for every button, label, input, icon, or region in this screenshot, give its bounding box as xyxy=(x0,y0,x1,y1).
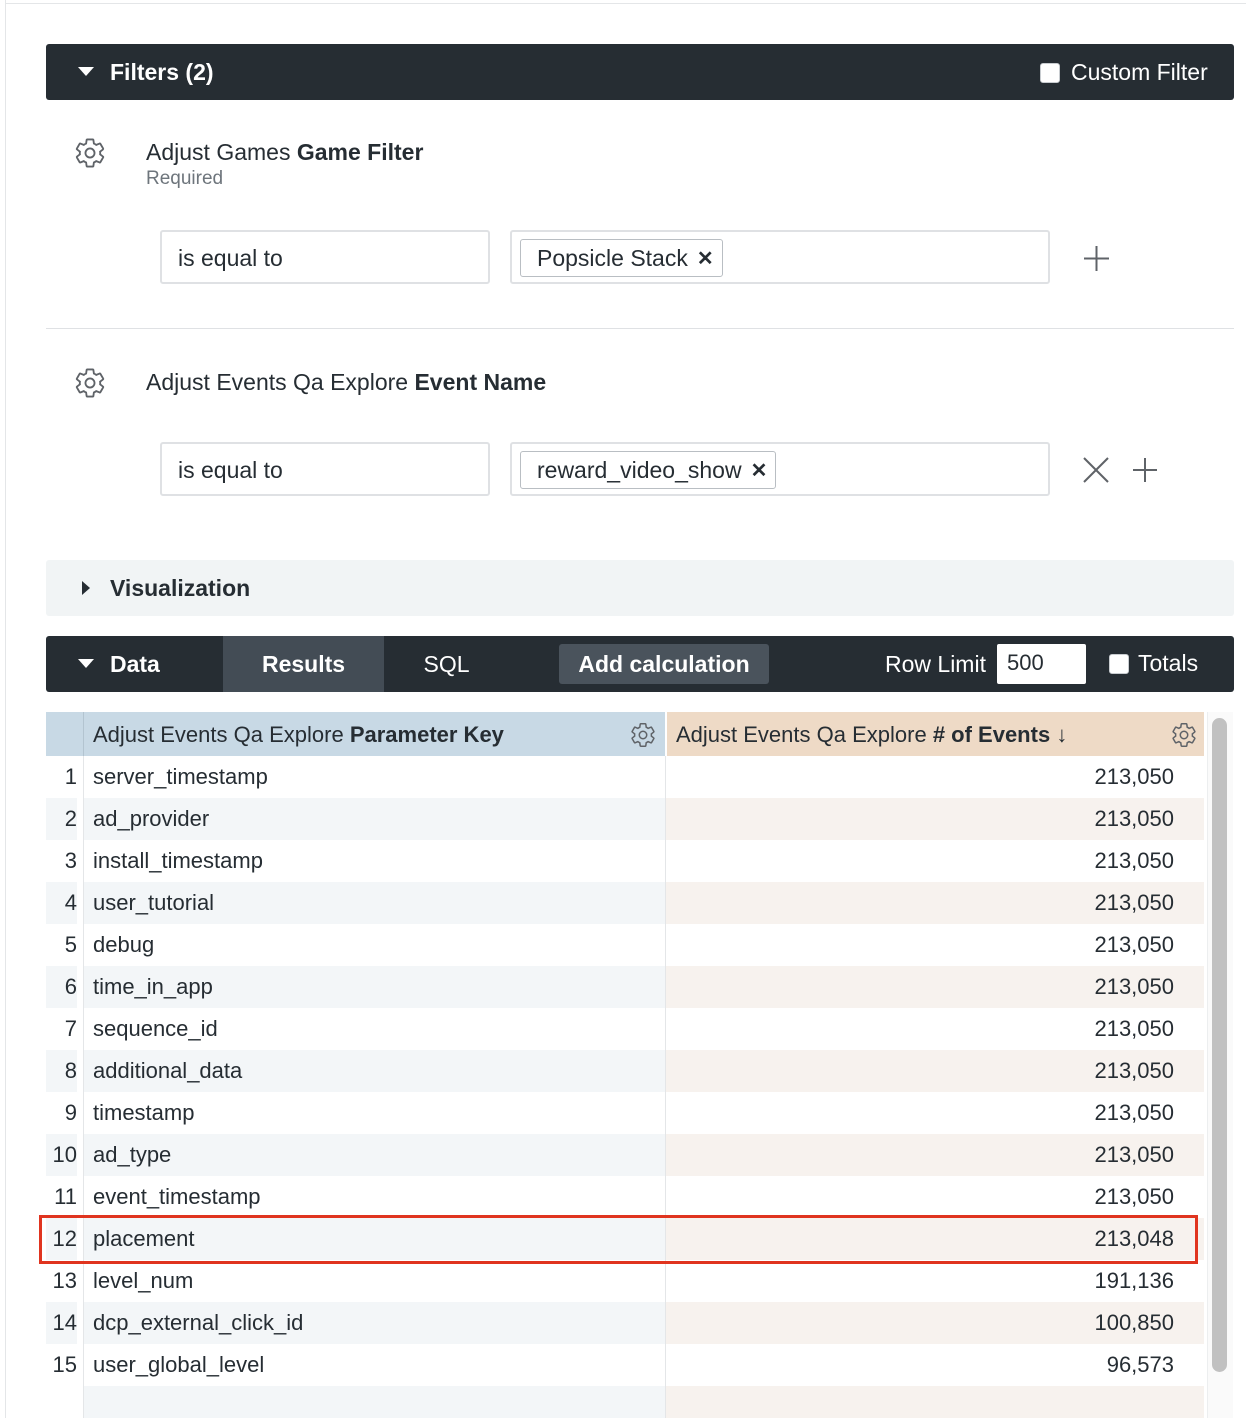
events-cell[interactable]: 213,050 xyxy=(665,756,1204,798)
filter-1-value-chip[interactable] xyxy=(520,239,723,277)
tab-results[interactable]: Results xyxy=(223,636,384,692)
page-border xyxy=(5,0,6,1418)
col-key-field: Parameter Key xyxy=(349,722,504,747)
table-row xyxy=(46,1050,1204,1092)
parameter-key-cell[interactable]: install_timestamp xyxy=(83,840,665,882)
totals-checkbox[interactable] xyxy=(1109,654,1129,674)
filter-2-value-label: reward_video_show xyxy=(537,456,742,483)
row-number: 10 xyxy=(46,1134,77,1176)
col-key-view: Adjust Events Qa Explore xyxy=(93,722,344,747)
parameter-key-cell[interactable]: dcp_external_click_id xyxy=(83,1302,665,1344)
filters-title[interactable]: Filters (2) xyxy=(110,59,214,85)
remove-chip-icon[interactable]: ✕ xyxy=(750,459,768,482)
row-number: 1 xyxy=(64,764,77,789)
parameter-key-cell[interactable]: level_num xyxy=(83,1260,665,1302)
table-row xyxy=(46,798,1204,840)
add-filter-value-icon[interactable] xyxy=(1132,457,1158,483)
column-header-parameter-key[interactable] xyxy=(83,712,665,756)
table-row xyxy=(46,840,1204,882)
filter-1-value-label: Popsicle Stack xyxy=(537,244,688,271)
row-number: 4 xyxy=(46,882,77,924)
row-limit-label: Row Limit xyxy=(885,651,986,677)
parameter-key-cell[interactable]: additional_data xyxy=(83,1050,665,1092)
remove-chip-icon[interactable]: ✕ xyxy=(696,247,714,270)
row-number: 9 xyxy=(64,1100,77,1125)
filter-2-operator-select[interactable] xyxy=(160,442,490,496)
row-number: 12 xyxy=(46,1218,77,1260)
events-cell[interactable]: 213,050 xyxy=(665,798,1204,840)
scrollbar-thumb[interactable] xyxy=(1212,718,1227,1372)
table-header xyxy=(46,712,1204,756)
table-row xyxy=(46,1344,1204,1386)
filter-1-view: Adjust Games xyxy=(146,139,291,165)
parameter-key-cell[interactable]: placement xyxy=(83,1218,665,1260)
visualization-header[interactable] xyxy=(46,560,1234,616)
parameter-key-cell[interactable]: user_global_level xyxy=(83,1344,665,1386)
table-row xyxy=(46,1092,1204,1134)
add-filter-value-icon[interactable] xyxy=(1083,245,1110,272)
events-cell[interactable]: 96,573 xyxy=(665,1344,1204,1386)
gear-icon[interactable] xyxy=(629,721,657,749)
filter-1-title xyxy=(146,139,423,166)
filter-1-operator-select[interactable] xyxy=(160,230,490,284)
parameter-key-cell[interactable]: ad_type xyxy=(83,1134,665,1176)
filter-1-operator: is equal to xyxy=(178,245,283,271)
events-cell[interactable]: 213,050 xyxy=(665,1092,1204,1134)
totals-label[interactable]: Totals xyxy=(1138,650,1199,676)
row-limit-input[interactable]: 500 xyxy=(997,644,1086,684)
custom-filter-label[interactable]: Custom Filter xyxy=(1071,59,1208,85)
filter-2-operator: is equal to xyxy=(178,457,283,483)
row-number: 8 xyxy=(46,1050,77,1092)
row-number: 11 xyxy=(54,1184,77,1209)
table-row xyxy=(46,1302,1204,1344)
column-header-parameter-key-label xyxy=(93,722,504,748)
parameter-key-cell[interactable]: event_timestamp xyxy=(83,1176,665,1218)
row-number-header xyxy=(46,712,83,756)
filter-2-value-input[interactable] xyxy=(510,442,1050,496)
data-header xyxy=(46,636,1234,692)
table-row xyxy=(46,1008,1204,1050)
parameter-key-cell[interactable] xyxy=(83,1386,665,1418)
events-cell[interactable]: 213,050 xyxy=(665,1008,1204,1050)
row-number: 5 xyxy=(64,932,77,957)
col-events-field: # of Events xyxy=(932,722,1051,747)
caret-down-icon[interactable] xyxy=(78,67,94,76)
gear-icon[interactable] xyxy=(73,136,107,170)
events-cell[interactable]: 100,850 xyxy=(665,1302,1204,1344)
row-number: 14 xyxy=(46,1302,77,1344)
events-cell[interactable]: 191,136 xyxy=(665,1260,1204,1302)
data-title[interactable]: Data xyxy=(110,651,160,677)
filter-1-value-input[interactable] xyxy=(510,230,1050,284)
events-cell[interactable]: 213,050 xyxy=(665,924,1204,966)
highlight-annotation xyxy=(39,1215,1198,1264)
filter-2-title xyxy=(146,369,546,396)
filter-1-field: Game Filter xyxy=(296,139,424,165)
gear-icon[interactable] xyxy=(73,366,107,400)
table-row xyxy=(46,966,1204,1008)
caret-right-icon[interactable] xyxy=(82,581,90,595)
column-header-events-label xyxy=(676,722,1067,748)
parameter-key-cell[interactable]: time_in_app xyxy=(83,966,665,1008)
column-header-events[interactable] xyxy=(665,712,1204,756)
page-border-top xyxy=(5,3,1246,4)
remove-filter-icon[interactable] xyxy=(1083,457,1109,483)
tab-sql[interactable]: SQL xyxy=(423,650,470,677)
events-cell[interactable]: 213,050 xyxy=(665,966,1204,1008)
add-calculation-button[interactable]: Add calculation xyxy=(559,644,769,684)
table-row xyxy=(46,1176,1204,1218)
visualization-title[interactable]: Visualization xyxy=(110,575,251,601)
parameter-key-cell[interactable]: server_timestamp xyxy=(83,756,665,798)
events-cell[interactable]: 213,050 xyxy=(665,1176,1204,1218)
parameter-key-cell[interactable]: timestamp xyxy=(83,1092,665,1134)
events-cell[interactable]: 213,050 xyxy=(665,882,1204,924)
table-row xyxy=(46,756,1204,798)
events-cell[interactable]: 213,050 xyxy=(665,1134,1204,1176)
filter-2-value-chip[interactable] xyxy=(520,451,776,489)
events-cell[interactable]: 213,048 xyxy=(665,1218,1204,1260)
filter-2-view: Adjust Events Qa Explore xyxy=(146,369,409,395)
row-number: 3 xyxy=(64,848,77,873)
events-cell[interactable] xyxy=(665,1386,1204,1418)
parameter-key-cell[interactable]: debug xyxy=(83,924,665,966)
filter-2-field: Event Name xyxy=(414,369,547,395)
filters-header[interactable] xyxy=(46,44,1234,100)
custom-filter-checkbox[interactable] xyxy=(1040,63,1060,83)
table-row-partial xyxy=(46,1386,1204,1418)
filter-divider xyxy=(46,328,1234,329)
table-row xyxy=(46,1134,1204,1176)
table-row xyxy=(46,924,1204,966)
parameter-key-cell[interactable]: user_tutorial xyxy=(83,882,665,924)
row-number: 2 xyxy=(46,798,77,840)
col-events-view: Adjust Events Qa Explore xyxy=(676,722,927,747)
table-row xyxy=(46,882,1204,924)
row-number: 15 xyxy=(52,1352,77,1377)
row-number: 13 xyxy=(52,1268,77,1293)
caret-down-icon[interactable] xyxy=(78,659,94,668)
sort-desc-icon[interactable]: ↓ xyxy=(1056,722,1068,747)
events-cell[interactable]: 213,050 xyxy=(665,1050,1204,1092)
table-row xyxy=(46,1260,1204,1302)
parameter-key-cell[interactable]: sequence_id xyxy=(83,1008,665,1050)
gear-icon[interactable] xyxy=(1170,721,1198,749)
row-number: 7 xyxy=(64,1016,77,1041)
filter-1-required: Required xyxy=(146,168,224,189)
row-number: 6 xyxy=(46,966,77,1008)
events-cell[interactable]: 213,050 xyxy=(665,840,1204,882)
parameter-key-cell[interactable]: ad_provider xyxy=(83,798,665,840)
